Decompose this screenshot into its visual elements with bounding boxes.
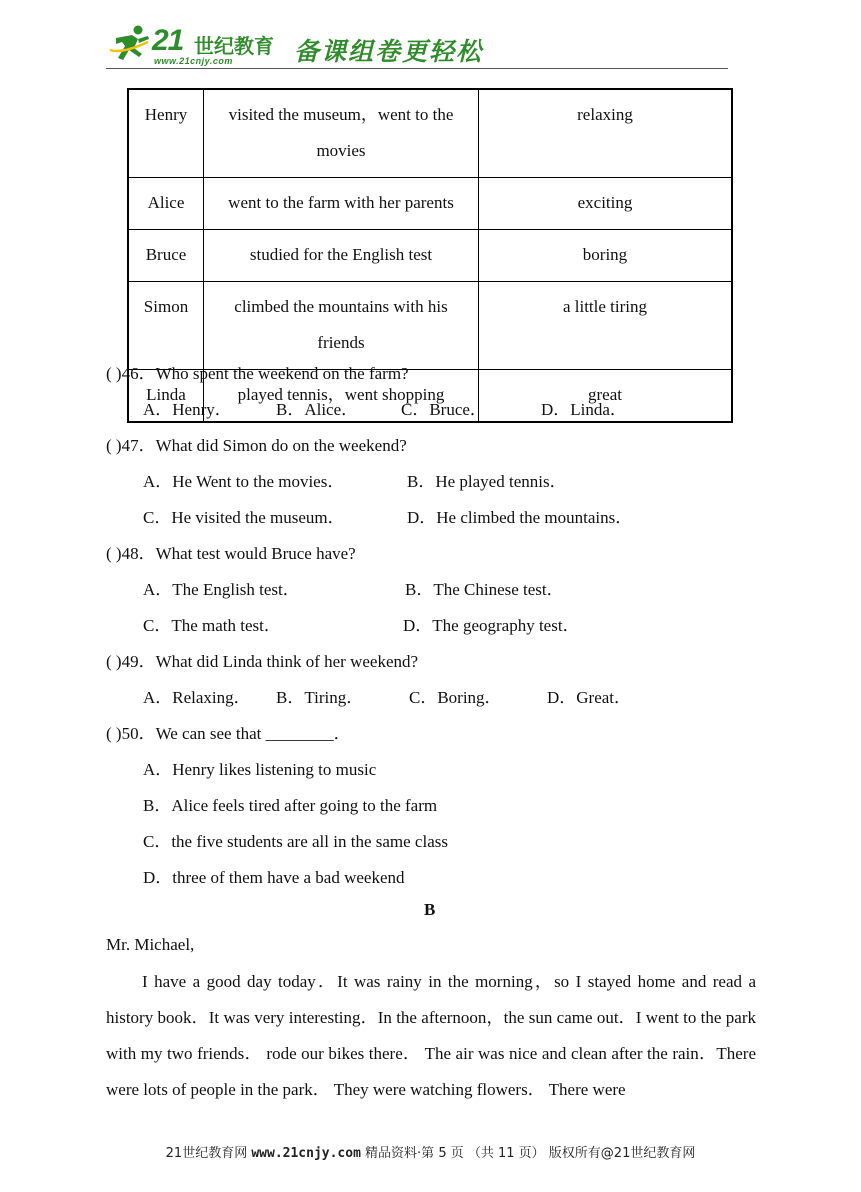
runner-icon [108, 24, 152, 64]
option-48-d: D．The geography test． [403, 616, 580, 635]
letter-paragraph: I have a good day today．It was rainy in the morning，so I stayed home and read a history book．It was very interesting．In the afternoon，the sun came out．I went to the park with my two friends． rode our bikes there． The air was nice and clean after the rain．There were lots of people in the park． They were watching flowers． There were [106, 972, 756, 1099]
table-cell-activity: played tennis，went shopping [204, 370, 479, 423]
table-cell-feeling: boring [479, 230, 733, 282]
site-logo [108, 22, 288, 68]
option-48-a: A．The English test． [143, 580, 300, 599]
option-48-c: C．The math test． [143, 616, 281, 635]
option-47-c: C．He visited the museum． [143, 508, 345, 527]
table-cell-activity: visited the museum，went to the movies [204, 89, 479, 178]
header-divider [106, 68, 728, 69]
table-cell-name: Bruce [128, 230, 204, 282]
section-heading: B [424, 900, 436, 919]
option-49-a: A．Relaxing． [143, 688, 251, 707]
question-49: ( )49．What did Linda think of her weekend? [106, 652, 419, 671]
option-49-c: C．Boring． [409, 688, 502, 707]
table-cell-activity: went to the farm with her parents [204, 178, 479, 230]
letter-greeting: Mr. Michael, [106, 935, 195, 954]
table-cell-name: Simon [128, 282, 204, 370]
table-cell-name: Henry [128, 89, 204, 178]
table-row [128, 230, 732, 282]
footer-prefix: 21世纪教育网 [165, 1146, 252, 1161]
table-cell-activity: climbed the mountains with his friends [204, 282, 479, 370]
option-50-b: B．Alice feels tired after going to the farm [143, 796, 438, 815]
option-47-d: D．He climbed the mountains． [407, 508, 633, 527]
table-cell-activity: studied for the English test [204, 230, 479, 282]
option-46-c: C．Bruce． [401, 400, 487, 419]
table-row [128, 178, 732, 230]
question-48: ( )48．What test would Bruce have? [106, 544, 356, 563]
question-50: ( )50．We can see that ________． [106, 724, 351, 743]
table-row [128, 89, 732, 178]
option-48-b: B．The Chinese test． [405, 580, 564, 599]
header-slogan: 备课组卷更轻松 [294, 37, 484, 66]
table-cell-name: Alice [128, 178, 204, 230]
question-47: ( )47．What did Simon do on the weekend? [106, 436, 407, 455]
option-46-a: A．Henry． [143, 400, 232, 419]
table-cell-feeling: exciting [479, 178, 733, 230]
page-footer [0, 1142, 861, 1161]
option-50-c: C．the five students are all in the same class [143, 832, 448, 851]
footer-site-link[interactable]: www.21cnjy.com [251, 1146, 361, 1161]
table-cell-feeling: a little tiring [479, 282, 733, 370]
table-cell-name: Linda [128, 370, 204, 423]
table-cell-feeling: great [479, 370, 733, 423]
logo-text: 世纪教育 [194, 34, 274, 58]
option-46-d: D．Linda． [541, 400, 627, 419]
option-46-b: B．Alice． [276, 400, 359, 419]
logo-url: www.21cnjy.com [154, 56, 233, 66]
logo-number: 21 [152, 24, 184, 57]
table-cell-feeling: relaxing [479, 89, 733, 178]
footer-suffix: 精品资料·第 5 页 （共 11 页） 版权所有@21世纪教育网 [360, 1146, 696, 1161]
page-header [106, 22, 728, 70]
option-47-a: A．He Went to the movies． [143, 472, 345, 491]
option-49-b: B．Tiring． [276, 688, 364, 707]
option-47-b: B．He played tennis． [407, 472, 567, 491]
option-50-d: D．three of them have a bad weekend [143, 868, 405, 887]
option-50-a: A．Henry likes listening to music [143, 760, 377, 779]
table-row [128, 282, 732, 370]
question-46: ( )46．Who spent the weekend on the farm? [106, 364, 409, 383]
option-49-d: D．Great． [547, 688, 632, 707]
